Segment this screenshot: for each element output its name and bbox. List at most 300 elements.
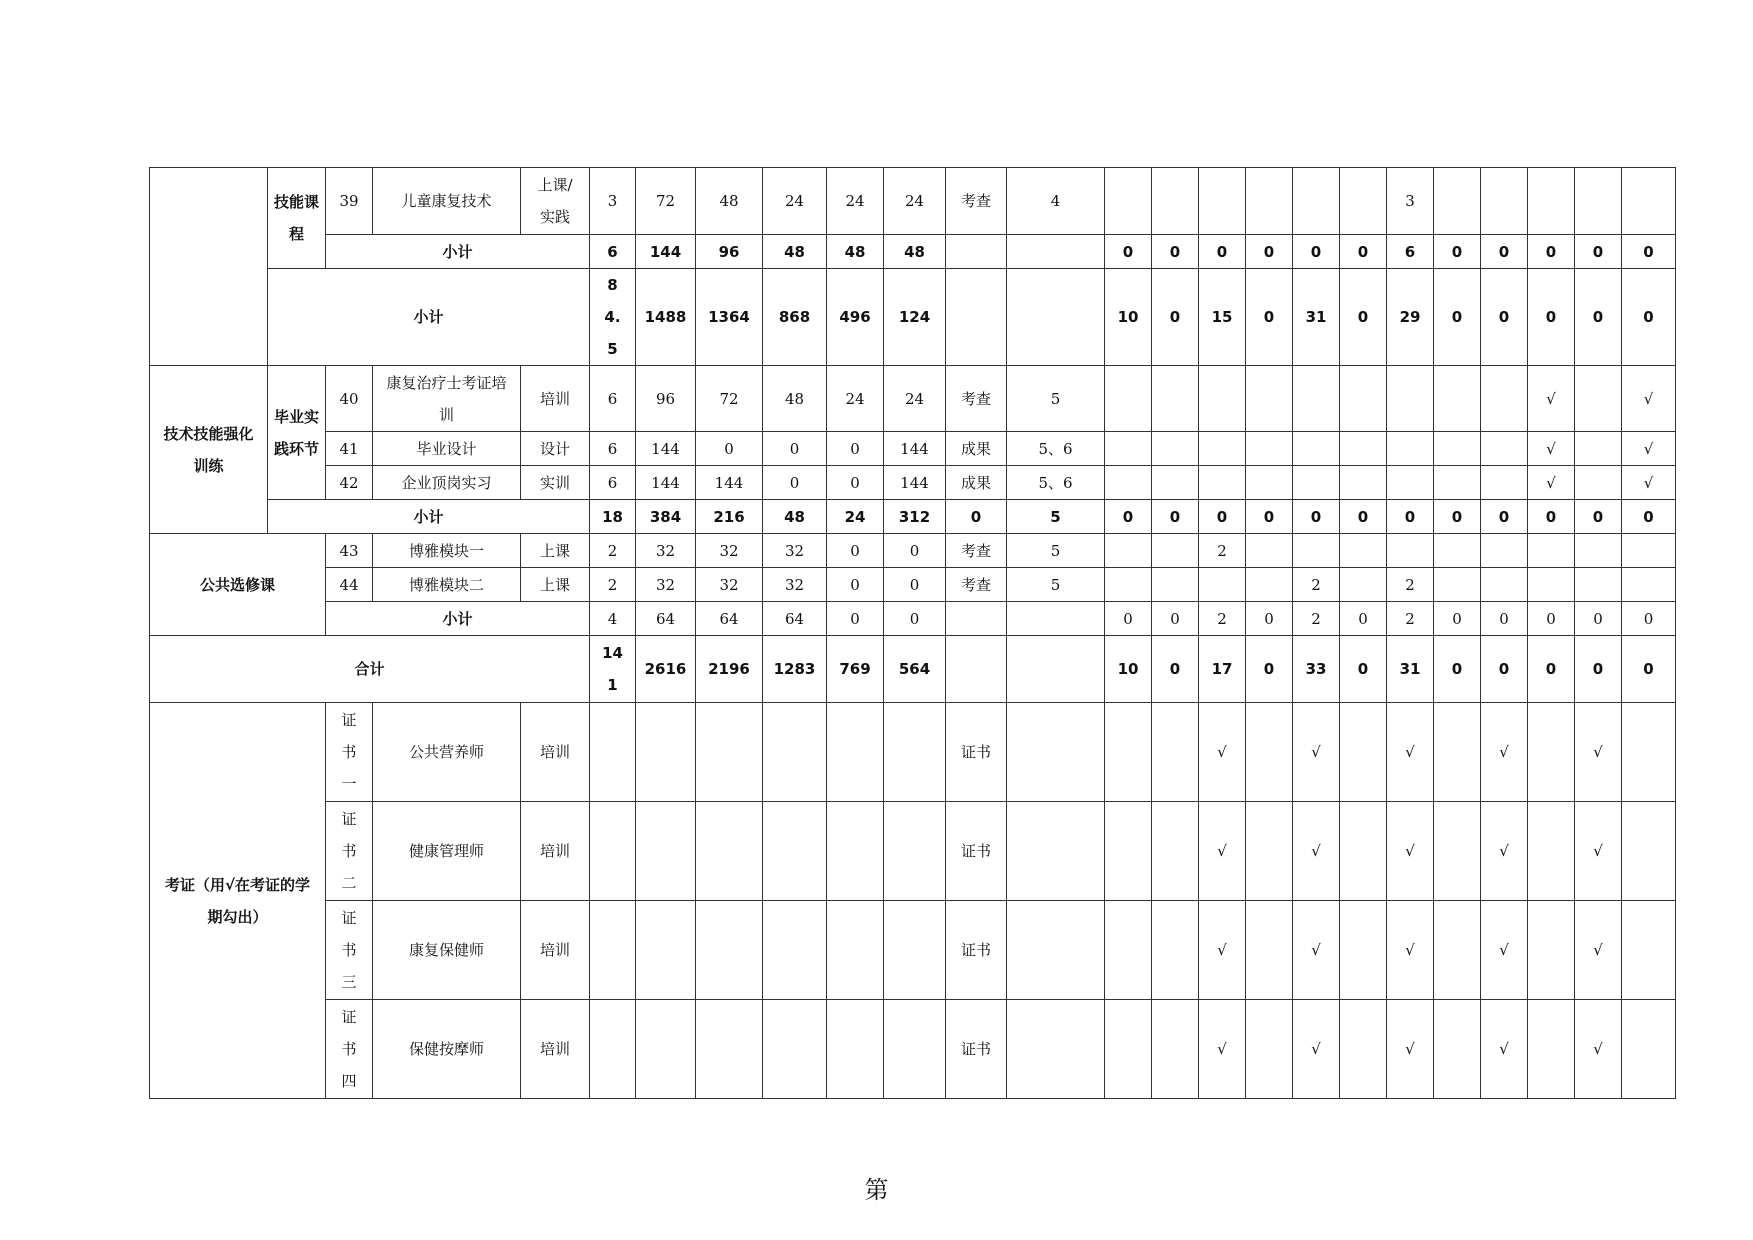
semester: 5、6 [1007, 466, 1105, 500]
term-cell [1575, 466, 1622, 500]
practice-hours-1 [763, 1000, 827, 1099]
term-cell: 0 [1152, 235, 1199, 269]
term-cell [1199, 168, 1246, 235]
theory-hours: 48 [696, 168, 763, 235]
table-row [150, 1000, 1676, 1099]
course-type: 培训 [521, 802, 590, 901]
assessment: 考查 [946, 568, 1007, 602]
practice-hours-2 [827, 703, 884, 802]
table-row [150, 466, 1676, 500]
practice-hours-2: 769 [827, 636, 884, 703]
course-no: 41 [326, 432, 373, 466]
theory-hours [696, 901, 763, 1000]
term-cell: 0 [1105, 235, 1152, 269]
theory-hours: 64 [696, 602, 763, 636]
term-cell: 0 [1575, 636, 1622, 703]
assessment: 成果 [946, 432, 1007, 466]
term-cell: 0 [1152, 269, 1199, 366]
term-cell: 0 [1340, 500, 1387, 534]
term-cell [1340, 802, 1387, 901]
subtotal-label: 小计 [268, 500, 590, 534]
semester [1007, 602, 1105, 636]
semester: 5、6 [1007, 432, 1105, 466]
term-cell: 0 [1528, 269, 1575, 366]
course-name: 企业顶岗实习 [373, 466, 521, 500]
course-name: 康复治疗士考证培训 [373, 366, 521, 432]
term-cell: √ [1528, 432, 1575, 466]
course-type: 上课/实践 [521, 168, 590, 235]
practice-hours-2: 48 [827, 235, 884, 269]
term-cell [1152, 366, 1199, 432]
term-cell: √ [1622, 366, 1676, 432]
total-hours: 72 [636, 168, 696, 235]
theory-hours: 32 [696, 534, 763, 568]
term-cell: √ [1481, 901, 1528, 1000]
term-cell: 0 [1575, 500, 1622, 534]
semester [1007, 1000, 1105, 1099]
term-cell: 2 [1199, 602, 1246, 636]
assessment [946, 269, 1007, 366]
practice-hours-3: 24 [884, 366, 946, 432]
term-cell [1246, 802, 1293, 901]
term-cell [1387, 534, 1434, 568]
term-cell: 0 [1340, 636, 1387, 703]
assessment [946, 602, 1007, 636]
practice-hours-3: 0 [884, 534, 946, 568]
course-no: 44 [326, 568, 373, 602]
term-cell [1340, 366, 1387, 432]
term-cell [1105, 1000, 1152, 1099]
grand-total-label: 合计 [150, 636, 590, 703]
semester [1007, 802, 1105, 901]
term-cell [1199, 432, 1246, 466]
category-cell: 公共选修课 [150, 534, 326, 636]
category-cell: 技术技能强化训练 [150, 366, 268, 534]
practice-hours-1: 0 [763, 432, 827, 466]
term-cell [1105, 901, 1152, 1000]
table-row [150, 366, 1676, 432]
practice-hours-3: 144 [884, 432, 946, 466]
term-cell [1340, 466, 1387, 500]
semester: 4 [1007, 168, 1105, 235]
term-cell: 0 [1340, 235, 1387, 269]
term-cell [1105, 802, 1152, 901]
term-cell [1152, 901, 1199, 1000]
term-cell: 0 [1575, 602, 1622, 636]
assessment: 0 [946, 500, 1007, 534]
total-hours: 384 [636, 500, 696, 534]
term-cell [1246, 366, 1293, 432]
term-cell [1481, 466, 1528, 500]
certificate-no: 证书三 [326, 901, 373, 1000]
curriculum-table [149, 167, 1676, 1099]
term-cell [1387, 466, 1434, 500]
course-type: 实训 [521, 466, 590, 500]
credits: 2 [590, 568, 636, 602]
practice-hours-1: 24 [763, 168, 827, 235]
certificate-name: 康复保健师 [373, 901, 521, 1000]
course-no: 42 [326, 466, 373, 500]
practice-hours-2 [827, 1000, 884, 1099]
term-cell [1152, 466, 1199, 500]
term-cell [1105, 168, 1152, 235]
practice-hours-1: 1283 [763, 636, 827, 703]
theory-hours: 144 [696, 466, 763, 500]
course-name: 毕业设计 [373, 432, 521, 466]
term-cell [1152, 168, 1199, 235]
term-cell: √ [1199, 901, 1246, 1000]
term-cell [1199, 366, 1246, 432]
table-row [150, 168, 1676, 235]
table-row [150, 703, 1676, 802]
term-cell [1152, 703, 1199, 802]
term-cell: 0 [1481, 500, 1528, 534]
term-cell [1528, 568, 1575, 602]
assessment: 考查 [946, 366, 1007, 432]
assessment [946, 636, 1007, 703]
term-cell [1246, 432, 1293, 466]
assessment: 考查 [946, 534, 1007, 568]
term-cell: √ [1387, 901, 1434, 1000]
term-cell [1340, 534, 1387, 568]
theory-hours: 1364 [696, 269, 763, 366]
term-cell [1622, 534, 1676, 568]
certificate-no: 证书一 [326, 703, 373, 802]
term-cell: 0 [1481, 636, 1528, 703]
table-row [150, 534, 1676, 568]
term-cell: 0 [1434, 500, 1481, 534]
subcategory-cell: 毕业实践环节 [268, 366, 326, 500]
term-cell [1434, 168, 1481, 235]
course-no: 43 [326, 534, 373, 568]
term-cell: √ [1575, 703, 1622, 802]
course-name: 博雅模块一 [373, 534, 521, 568]
practice-hours-2: 496 [827, 269, 884, 366]
term-cell [1622, 901, 1676, 1000]
total-hours: 32 [636, 534, 696, 568]
practice-hours-1: 48 [763, 500, 827, 534]
term-cell [1293, 432, 1340, 466]
subcategory-cell: 技能课程 [268, 168, 326, 269]
term-cell: 0 [1481, 269, 1528, 366]
subtotal-label: 小计 [326, 235, 590, 269]
theory-hours: 216 [696, 500, 763, 534]
term-cell: 0 [1481, 235, 1528, 269]
term-cell: 0 [1293, 500, 1340, 534]
term-cell: 0 [1387, 500, 1434, 534]
term-cell [1622, 1000, 1676, 1099]
term-cell: √ [1528, 366, 1575, 432]
total-hours [636, 1000, 696, 1099]
term-cell: 0 [1246, 269, 1293, 366]
course-type: 上课 [521, 568, 590, 602]
credits [590, 1000, 636, 1099]
term-cell [1246, 466, 1293, 500]
semester: 5 [1007, 500, 1105, 534]
term-cell: 0 [1340, 269, 1387, 366]
course-no: 40 [326, 366, 373, 432]
term-cell: 0 [1481, 602, 1528, 636]
term-cell: √ [1293, 802, 1340, 901]
term-cell: 0 [1575, 269, 1622, 366]
practice-hours-3 [884, 703, 946, 802]
total-hours [636, 802, 696, 901]
term-cell [1481, 168, 1528, 235]
total-hours: 64 [636, 602, 696, 636]
total-hours: 2616 [636, 636, 696, 703]
term-cell: 0 [1246, 500, 1293, 534]
practice-hours-1: 48 [763, 235, 827, 269]
term-cell [1152, 534, 1199, 568]
term-cell: √ [1387, 703, 1434, 802]
term-cell: 0 [1105, 602, 1152, 636]
term-cell: 17 [1199, 636, 1246, 703]
course-type: 培训 [521, 901, 590, 1000]
term-cell [1528, 1000, 1575, 1099]
term-cell [1622, 802, 1676, 901]
term-cell: 0 [1105, 500, 1152, 534]
practice-hours-2: 0 [827, 432, 884, 466]
course-name: 儿童康复技术 [373, 168, 521, 235]
certificate-name: 公共营养师 [373, 703, 521, 802]
credits: 6 [590, 466, 636, 500]
practice-hours-2: 24 [827, 366, 884, 432]
credits: 84.5 [590, 269, 636, 366]
term-cell: √ [1622, 432, 1676, 466]
term-cell: 2 [1293, 568, 1340, 602]
term-cell: √ [1199, 703, 1246, 802]
credits: 18 [590, 500, 636, 534]
term-cell: 10 [1105, 636, 1152, 703]
term-cell: 2 [1387, 568, 1434, 602]
term-cell: 29 [1387, 269, 1434, 366]
term-cell: 0 [1152, 500, 1199, 534]
semester [1007, 235, 1105, 269]
term-cell: √ [1293, 1000, 1340, 1099]
term-cell [1434, 802, 1481, 901]
semester [1007, 703, 1105, 802]
term-cell [1340, 568, 1387, 602]
term-cell [1199, 568, 1246, 602]
certificate-name: 健康管理师 [373, 802, 521, 901]
term-cell [1622, 568, 1676, 602]
term-cell [1340, 901, 1387, 1000]
practice-hours-2: 24 [827, 500, 884, 534]
term-cell: 0 [1246, 636, 1293, 703]
term-cell [1434, 901, 1481, 1000]
term-cell [1293, 534, 1340, 568]
term-cell: 0 [1434, 636, 1481, 703]
term-cell [1152, 432, 1199, 466]
term-cell [1105, 703, 1152, 802]
term-cell: 0 [1622, 269, 1676, 366]
practice-hours-1 [763, 901, 827, 1000]
term-cell [1152, 568, 1199, 602]
term-cell: 2 [1387, 602, 1434, 636]
practice-hours-2 [827, 802, 884, 901]
term-cell [1434, 466, 1481, 500]
term-cell [1528, 901, 1575, 1000]
course-type: 培训 [521, 703, 590, 802]
term-cell [1481, 534, 1528, 568]
term-cell: 0 [1199, 235, 1246, 269]
term-cell [1481, 366, 1528, 432]
credits: 141 [590, 636, 636, 703]
course-no: 39 [326, 168, 373, 235]
term-cell [1340, 703, 1387, 802]
term-cell: 0 [1528, 602, 1575, 636]
semester: 5 [1007, 534, 1105, 568]
total-hours: 144 [636, 235, 696, 269]
semester: 5 [1007, 568, 1105, 602]
theory-hours [696, 802, 763, 901]
practice-hours-2: 0 [827, 568, 884, 602]
term-cell [1434, 1000, 1481, 1099]
total-hours: 96 [636, 366, 696, 432]
term-cell [1575, 168, 1622, 235]
table-row [150, 802, 1676, 901]
credits [590, 901, 636, 1000]
term-cell: 3 [1387, 168, 1434, 235]
term-cell: √ [1528, 466, 1575, 500]
term-cell: 0 [1199, 500, 1246, 534]
term-cell: 2 [1293, 602, 1340, 636]
term-cell: 0 [1434, 269, 1481, 366]
term-cell [1293, 366, 1340, 432]
semester [1007, 269, 1105, 366]
term-cell [1246, 1000, 1293, 1099]
table-row [150, 432, 1676, 466]
term-cell [1246, 901, 1293, 1000]
term-cell: 31 [1387, 636, 1434, 703]
practice-hours-1: 868 [763, 269, 827, 366]
practice-hours-3: 564 [884, 636, 946, 703]
semester [1007, 901, 1105, 1000]
table-row [150, 269, 1676, 366]
assessment: 证书 [946, 802, 1007, 901]
term-cell [1340, 168, 1387, 235]
term-cell: 0 [1434, 602, 1481, 636]
term-cell: 0 [1622, 500, 1676, 534]
term-cell [1528, 802, 1575, 901]
term-cell: √ [1293, 901, 1340, 1000]
term-cell [1575, 568, 1622, 602]
course-type: 培训 [521, 366, 590, 432]
course-name: 博雅模块二 [373, 568, 521, 602]
term-cell [1481, 432, 1528, 466]
semester: 5 [1007, 366, 1105, 432]
assessment: 考查 [946, 168, 1007, 235]
total-hours [636, 901, 696, 1000]
credits [590, 703, 636, 802]
assessment: 证书 [946, 703, 1007, 802]
credits: 6 [590, 366, 636, 432]
term-cell [1575, 534, 1622, 568]
term-cell [1152, 802, 1199, 901]
page-number: 第 [864, 1176, 889, 1204]
term-cell [1199, 466, 1246, 500]
subtotal-label: 小计 [326, 602, 590, 636]
term-cell [1575, 432, 1622, 466]
table-row [150, 235, 1676, 269]
term-cell: 6 [1387, 235, 1434, 269]
term-cell: √ [1481, 802, 1528, 901]
term-cell: 0 [1152, 602, 1199, 636]
term-cell [1105, 366, 1152, 432]
practice-hours-1: 0 [763, 466, 827, 500]
theory-hours: 32 [696, 568, 763, 602]
term-cell [1387, 432, 1434, 466]
practice-hours-1: 64 [763, 602, 827, 636]
credits: 2 [590, 534, 636, 568]
term-cell: √ [1293, 703, 1340, 802]
theory-hours: 72 [696, 366, 763, 432]
term-cell: 0 [1246, 602, 1293, 636]
term-cell [1528, 534, 1575, 568]
term-cell [1105, 466, 1152, 500]
practice-hours-1 [763, 703, 827, 802]
table-row [150, 901, 1676, 1000]
term-cell [1105, 568, 1152, 602]
total-hours: 1488 [636, 269, 696, 366]
practice-hours-3: 48 [884, 235, 946, 269]
term-cell: √ [1481, 1000, 1528, 1099]
term-cell: 0 [1622, 235, 1676, 269]
credits: 6 [590, 432, 636, 466]
course-type: 设计 [521, 432, 590, 466]
practice-hours-2 [827, 901, 884, 1000]
term-cell [1293, 466, 1340, 500]
practice-hours-1: 48 [763, 366, 827, 432]
practice-hours-2: 24 [827, 168, 884, 235]
assessment: 证书 [946, 901, 1007, 1000]
term-cell [1105, 534, 1152, 568]
practice-hours-3: 124 [884, 269, 946, 366]
term-cell: 2 [1199, 534, 1246, 568]
term-cell: 0 [1528, 636, 1575, 703]
term-cell: √ [1575, 802, 1622, 901]
term-cell [1528, 168, 1575, 235]
term-cell: 10 [1105, 269, 1152, 366]
term-cell: √ [1575, 1000, 1622, 1099]
term-cell: 0 [1293, 235, 1340, 269]
term-cell: 0 [1622, 602, 1676, 636]
practice-hours-1: 32 [763, 534, 827, 568]
theory-hours: 2196 [696, 636, 763, 703]
assessment: 证书 [946, 1000, 1007, 1099]
table-row [150, 500, 1676, 534]
term-cell [1434, 568, 1481, 602]
theory-hours: 96 [696, 235, 763, 269]
term-cell [1293, 168, 1340, 235]
term-cell [1622, 168, 1676, 235]
term-cell: 31 [1293, 269, 1340, 366]
term-cell: √ [1387, 802, 1434, 901]
practice-hours-3 [884, 901, 946, 1000]
term-cell: 0 [1622, 636, 1676, 703]
practice-hours-3: 0 [884, 568, 946, 602]
subtotal-label: 小计 [268, 269, 590, 366]
theory-hours [696, 703, 763, 802]
term-cell: 0 [1575, 235, 1622, 269]
term-cell [1246, 534, 1293, 568]
term-cell [1434, 366, 1481, 432]
term-cell: 0 [1528, 500, 1575, 534]
practice-hours-3: 312 [884, 500, 946, 534]
course-type: 上课 [521, 534, 590, 568]
practice-hours-1: 32 [763, 568, 827, 602]
table-row [150, 568, 1676, 602]
